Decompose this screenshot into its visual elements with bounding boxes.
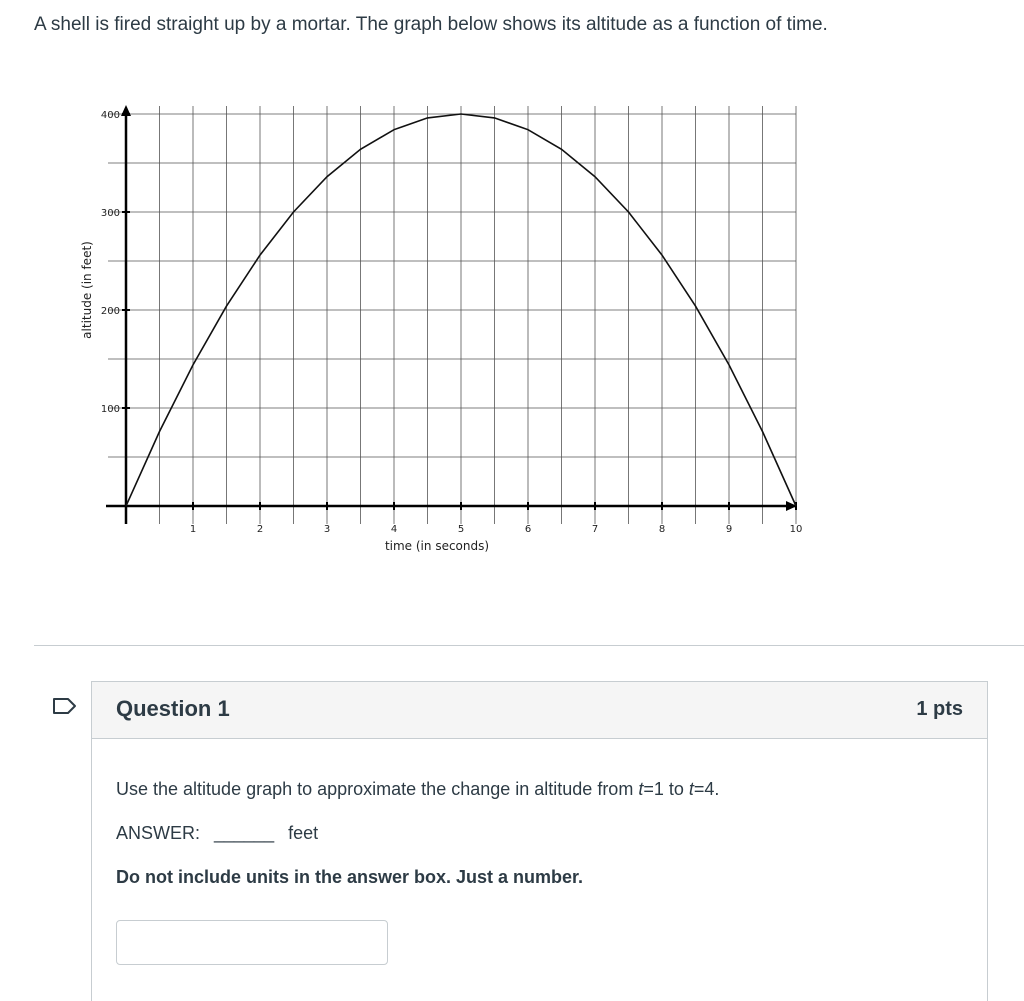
graph-axes <box>106 105 797 524</box>
y-tick-label: 300 <box>100 208 120 219</box>
answer-blank: ______ <box>214 823 275 843</box>
x-tick-label: 10 <box>789 524 803 535</box>
question-header <box>92 682 987 739</box>
intro-text: A shell is fired straight up by a mortar. The graph below shows its altitude as a function of time. <box>34 14 828 35</box>
y-tick-label: 400 <box>100 110 120 121</box>
graph-grid <box>108 106 796 524</box>
y-tick-label: 100 <box>100 404 120 415</box>
y-tick-label: 200 <box>100 306 120 317</box>
prompt-t2-var: t <box>688 779 694 799</box>
question-box <box>91 681 988 1001</box>
x-tick-label: 3 <box>323 524 331 535</box>
x-tick-label: 4 <box>390 524 398 535</box>
altitude-graph <box>70 95 830 565</box>
prompt-text: Use the altitude graph to approximate the change in altitude from <box>116 779 639 799</box>
graph-ticks <box>101 110 802 535</box>
x-tick-label: 7 <box>591 524 599 535</box>
answer-input[interactable] <box>116 920 388 965</box>
flag-question-icon[interactable] <box>52 697 78 715</box>
section-divider <box>34 645 1024 646</box>
y-axis-label: altitude (in feet) <box>80 241 94 339</box>
answer-note: Do not include units in the answer box. Just a number. <box>116 867 584 887</box>
x-tick-label: 2 <box>256 524 264 535</box>
question-points: 1 pts <box>916 698 963 720</box>
prompt-t2-val: =4. <box>693 779 720 799</box>
x-tick-label: 5 <box>457 524 465 535</box>
answer-label: ANSWER: <box>116 823 201 843</box>
answer-line <box>116 823 318 844</box>
answer-unit: feet <box>288 823 319 843</box>
question-title: Question 1 <box>116 696 230 721</box>
x-tick-label: 6 <box>524 524 532 535</box>
prompt-t1-var: t <box>638 779 644 799</box>
x-tick-label: 9 <box>725 524 733 535</box>
x-tick-label: 1 <box>189 524 197 535</box>
x-tick-label: 8 <box>658 524 666 535</box>
question-prompt <box>116 779 719 800</box>
prompt-t1-val: =1 to <box>643 779 689 799</box>
x-axis-label: time (in seconds) <box>384 539 490 553</box>
